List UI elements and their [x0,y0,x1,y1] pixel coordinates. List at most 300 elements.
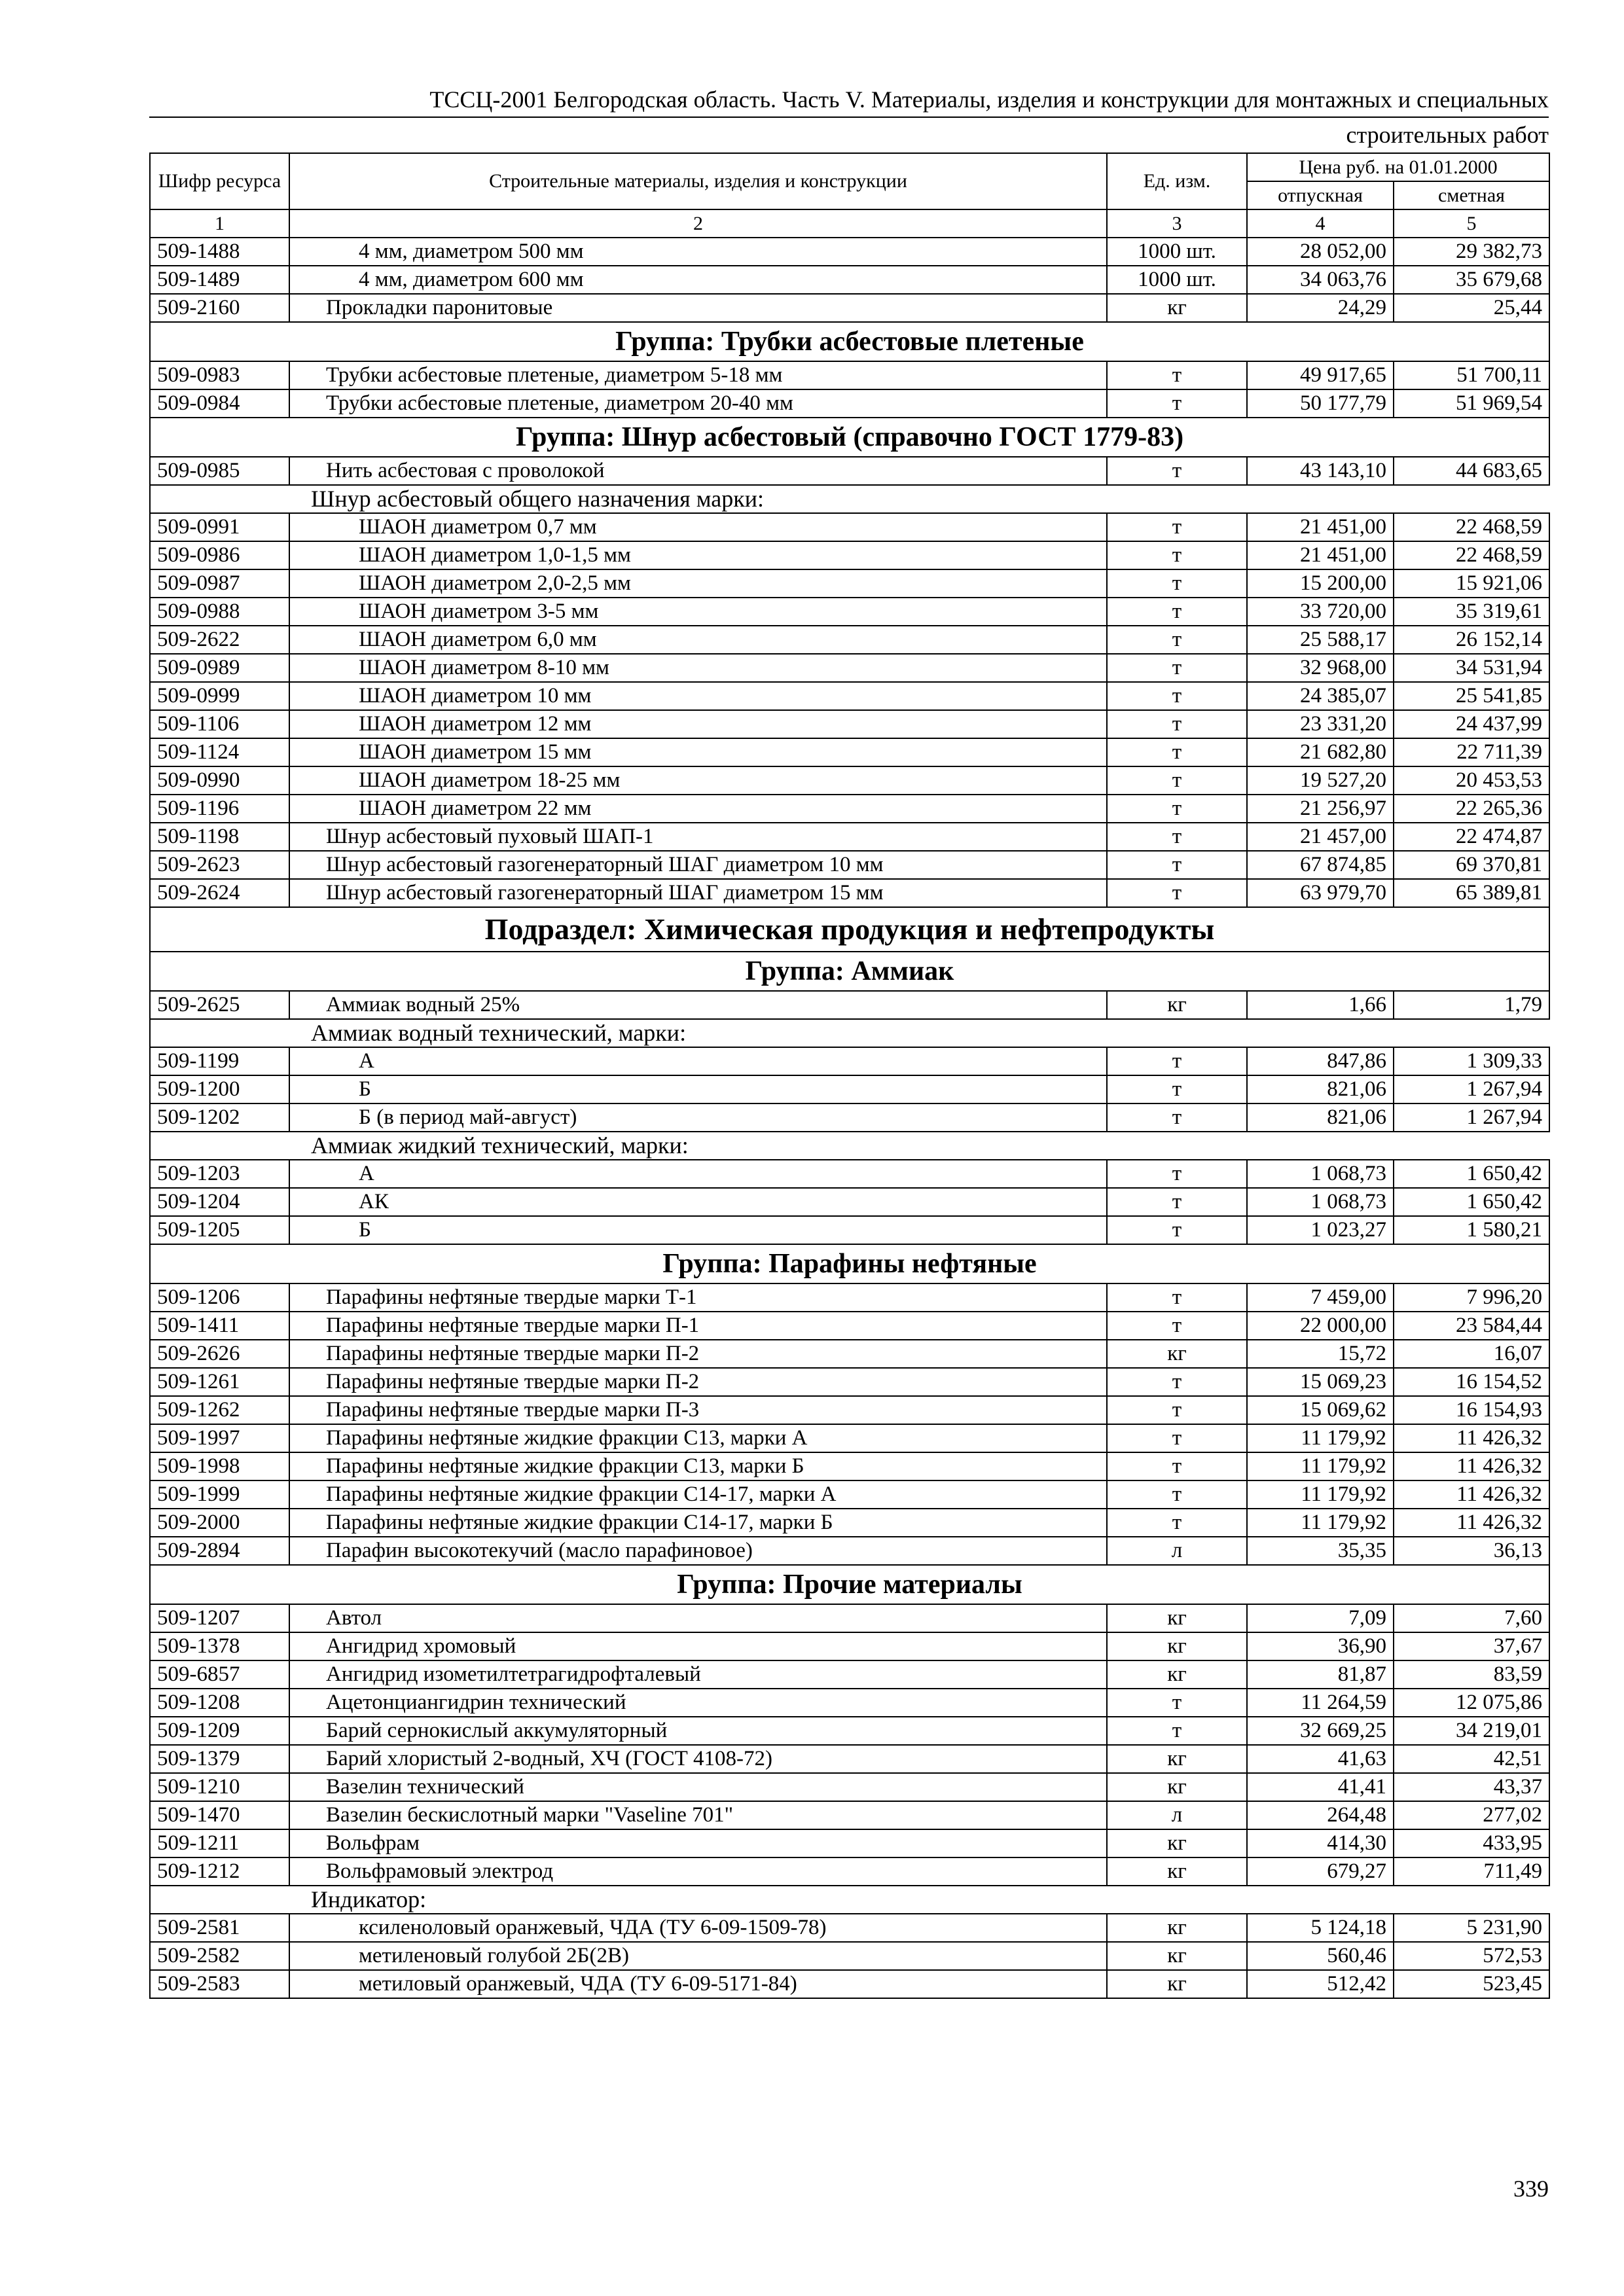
table-row [150,1857,1549,1886]
estimate-price: 25 541,85 [1394,682,1549,710]
category-heading-row [150,1019,1549,1047]
release-price: 43 143,10 [1247,457,1394,485]
material-name: ШАОН диаметром 1,0-1,5 мм [289,541,1107,569]
unit-of-measure: т [1107,457,1247,485]
table-row [150,361,1549,389]
release-price: 21 451,00 [1247,513,1394,541]
material-name: ШАОН диаметром 15 мм [289,738,1107,766]
estimate-price: 51 700,11 [1394,361,1549,389]
unit-of-measure: кг [1107,1857,1247,1886]
release-price: 11 179,92 [1247,1480,1394,1509]
estimate-price: 5 231,90 [1394,1914,1549,1942]
category-heading: Аммиак жидкий технический, марки: [289,1132,1549,1160]
table-row [150,457,1549,485]
category-heading-row [150,1132,1549,1160]
table-row [150,1914,1549,1942]
column-number: 2 [289,209,1107,238]
material-name: Барий хлористый 2-водный, ХЧ (ГОСТ 4108-72) [289,1745,1107,1773]
release-price: 23 331,20 [1247,710,1394,738]
material-name: метиловый оранжевый, ЧДА (ТУ 6-09-5171-84) [289,1970,1107,1998]
table-row [150,266,1549,294]
material-name: Парафины нефтяные твердые марки П-2 [289,1340,1107,1368]
release-price: 11 264,59 [1247,1689,1394,1717]
resource-code: 509-0983 [150,361,289,389]
unit-of-measure: т [1107,569,1247,598]
estimate-price: 24 437,99 [1394,710,1549,738]
estimate-price: 35 679,68 [1394,266,1549,294]
table-row [150,1660,1549,1689]
column-number: 3 [1107,209,1247,238]
estimate-price: 42,51 [1394,1745,1549,1773]
material-name: Парафины нефтяные жидкие фракции С14-17, марки Б [289,1509,1107,1537]
column-header-price: Цена руб. на 01.01.2000 [1247,153,1549,181]
resource-code: 509-2623 [150,851,289,879]
estimate-price: 51 969,54 [1394,389,1549,418]
table-row [150,710,1549,738]
resource-code: 509-1203 [150,1160,289,1188]
material-name: Парафины нефтяные твердые марки Т-1 [289,1283,1107,1312]
unit-of-measure: т [1107,1368,1247,1396]
material-name: ШАОН диаметром 2,0-2,5 мм [289,569,1107,598]
group-title: Группа: Прочие материалы [150,1565,1549,1604]
group-heading-row [150,1244,1549,1283]
resource-code: 509-1211 [150,1829,289,1857]
material-name: Парафины нефтяные твердые марки П-2 [289,1368,1107,1396]
estimate-price: 11 426,32 [1394,1452,1549,1480]
material-name: ШАОН диаметром 6,0 мм [289,626,1107,654]
resource-code: 509-1262 [150,1396,289,1424]
resource-code: 509-2626 [150,1340,289,1368]
table-row [150,1216,1549,1244]
release-price: 19 527,20 [1247,766,1394,795]
table-body [150,238,1549,1998]
unit-of-measure: кг [1107,1340,1247,1368]
release-price: 1 023,27 [1247,1216,1394,1244]
table-row [150,1188,1549,1216]
material-name: Вольфрамовый электрод [289,1857,1107,1886]
estimate-price: 1 650,42 [1394,1188,1549,1216]
release-price: 1 068,73 [1247,1160,1394,1188]
estimate-price: 7 996,20 [1394,1283,1549,1312]
subsection-heading-row [150,907,1549,952]
unit-of-measure: кг [1107,1660,1247,1689]
estimate-price: 34 219,01 [1394,1717,1549,1745]
material-name: А [289,1160,1107,1188]
release-price: 679,27 [1247,1857,1394,1886]
unit-of-measure: т [1107,1216,1247,1244]
unit-of-measure: т [1107,626,1247,654]
material-name: Парафины нефтяные жидкие фракции С14-17, марки А [289,1480,1107,1509]
material-name: ШАОН диаметром 10 мм [289,682,1107,710]
table-row [150,738,1549,766]
material-name: ШАОН диаметром 18-25 мм [289,766,1107,795]
table-row [150,1689,1549,1717]
unit-of-measure: кг [1107,1632,1247,1660]
group-heading-row [150,1565,1549,1604]
resource-code: 509-2582 [150,1942,289,1970]
table-row [150,1509,1549,1537]
estimate-price: 22 265,36 [1394,795,1549,823]
estimate-price: 29 382,73 [1394,238,1549,266]
release-price: 81,87 [1247,1660,1394,1689]
table-row [150,823,1549,851]
resource-code: 509-0999 [150,682,289,710]
release-price: 35,35 [1247,1537,1394,1565]
material-name: АК [289,1188,1107,1216]
unit-of-measure: т [1107,1188,1247,1216]
resource-code: 509-0984 [150,389,289,418]
material-name: ксиленоловый оранжевый, ЧДА (ТУ 6-09-1509-78) [289,1914,1107,1942]
release-price: 7,09 [1247,1604,1394,1632]
table-row [150,1942,1549,1970]
unit-of-measure: т [1107,1075,1247,1103]
unit-of-measure: кг [1107,1942,1247,1970]
unit-of-measure: т [1107,710,1247,738]
release-price: 24 385,07 [1247,682,1394,710]
unit-of-measure: кг [1107,1773,1247,1801]
table-row [150,1452,1549,1480]
release-price: 11 179,92 [1247,1424,1394,1452]
table-row [150,389,1549,418]
unit-of-measure: т [1107,823,1247,851]
unit-of-measure: 1000 шт. [1107,266,1247,294]
resource-code: 509-0991 [150,513,289,541]
release-price: 32 968,00 [1247,654,1394,682]
resource-code: 509-1411 [150,1312,289,1340]
release-price: 49 917,65 [1247,361,1394,389]
unit-of-measure: т [1107,795,1247,823]
table-row [150,1632,1549,1660]
table-row [150,1480,1549,1509]
release-price: 21 682,80 [1247,738,1394,766]
resource-code: 509-1488 [150,238,289,266]
resource-code: 509-1207 [150,1604,289,1632]
release-price: 847,86 [1247,1047,1394,1075]
release-price: 36,90 [1247,1632,1394,1660]
resource-code: 509-1470 [150,1801,289,1829]
unit-of-measure: т [1107,1047,1247,1075]
unit-of-measure: т [1107,361,1247,389]
table-row [150,1160,1549,1188]
table-row [150,1537,1549,1565]
unit-of-measure: т [1107,654,1247,682]
estimate-price: 1,79 [1394,991,1549,1019]
unit-of-measure: л [1107,1537,1247,1565]
table-row [150,1604,1549,1632]
material-name: Нить асбестовая с проволокой [289,457,1107,485]
table-row [150,1773,1549,1801]
table-row [150,879,1549,907]
estimate-price: 433,95 [1394,1829,1549,1857]
estimate-price: 11 426,32 [1394,1509,1549,1537]
release-price: 5 124,18 [1247,1914,1394,1942]
resource-code: 509-1206 [150,1283,289,1312]
page-header [149,84,1549,151]
table-row [150,851,1549,879]
estimate-price: 1 267,94 [1394,1075,1549,1103]
unit-of-measure: т [1107,766,1247,795]
resource-code: 509-2622 [150,626,289,654]
release-price: 15 069,62 [1247,1396,1394,1424]
release-price: 7 459,00 [1247,1283,1394,1312]
resource-code: 509-0987 [150,569,289,598]
resource-code: 509-2160 [150,294,289,322]
material-name: Трубки асбестовые плетеные, диаметром 5-18 мм [289,361,1107,389]
estimate-price: 44 683,65 [1394,457,1549,485]
resource-code: 509-1202 [150,1103,289,1132]
release-price: 15 200,00 [1247,569,1394,598]
table-row [150,1717,1549,1745]
material-name: Вольфрам [289,1829,1107,1857]
table-row [150,654,1549,682]
estimate-price: 36,13 [1394,1537,1549,1565]
material-name: Прокладки паронитовые [289,294,1107,322]
category-heading-row [150,485,1549,513]
release-price: 414,30 [1247,1829,1394,1857]
unit-of-measure: кг [1107,294,1247,322]
estimate-price: 1 309,33 [1394,1047,1549,1075]
unit-of-measure: кг [1107,1914,1247,1942]
unit-of-measure: т [1107,851,1247,879]
resource-code: 509-1209 [150,1717,289,1745]
release-price: 560,46 [1247,1942,1394,1970]
estimate-price: 22 711,39 [1394,738,1549,766]
material-name: 4 мм, диаметром 500 мм [289,238,1107,266]
table-row [150,1801,1549,1829]
material-name: Вазелин технический [289,1773,1107,1801]
resource-code: 509-1198 [150,823,289,851]
empty-cell [150,485,289,513]
resource-code: 509-1379 [150,1745,289,1773]
unit-of-measure: т [1107,1283,1247,1312]
unit-of-measure: т [1107,1689,1247,1717]
resource-code: 509-1489 [150,266,289,294]
estimate-price: 16,07 [1394,1340,1549,1368]
release-price: 34 063,76 [1247,266,1394,294]
material-name: Барий сернокислый аккумуляторный [289,1717,1107,1745]
unit-of-measure: кг [1107,1970,1247,1998]
resource-code: 509-0989 [150,654,289,682]
material-name: Парафины нефтяные жидкие фракции С13, марки Б [289,1452,1107,1480]
release-price: 512,42 [1247,1970,1394,1998]
material-name: Ангидрид изометилтетрагидрофталевый [289,1660,1107,1689]
material-name: Парафины нефтяные твердые марки П-1 [289,1312,1107,1340]
column-number: 4 [1247,209,1394,238]
material-name: Шнур асбестовый газогенераторный ШАГ диаметром 10 мм [289,851,1107,879]
group-heading-row [150,952,1549,991]
estimate-price: 35 319,61 [1394,598,1549,626]
estimate-price: 1 580,21 [1394,1216,1549,1244]
estimate-price: 15 921,06 [1394,569,1549,598]
empty-cell [150,1886,289,1914]
release-price: 21 451,00 [1247,541,1394,569]
subsection-title: Подраздел: Химическая продукция и нефтепродукты [150,907,1549,952]
estimate-price: 11 426,32 [1394,1480,1549,1509]
release-price: 24,29 [1247,294,1394,322]
table-row [150,1745,1549,1773]
material-name: Б [289,1216,1107,1244]
estimate-price: 25,44 [1394,294,1549,322]
estimate-price: 43,37 [1394,1773,1549,1801]
resource-code: 509-0985 [150,457,289,485]
resource-code: 509-0990 [150,766,289,795]
unit-of-measure: т [1107,1424,1247,1452]
group-title: Группа: Шнур асбестовый (справочно ГОСТ 1779-83) [150,418,1549,457]
release-price: 41,63 [1247,1745,1394,1773]
table-row [150,1047,1549,1075]
estimate-price: 23 584,44 [1394,1312,1549,1340]
unit-of-measure: кг [1107,991,1247,1019]
unit-of-measure: т [1107,513,1247,541]
unit-of-measure: 1000 шт. [1107,238,1247,266]
estimate-price: 1 267,94 [1394,1103,1549,1132]
release-price: 21 457,00 [1247,823,1394,851]
estimate-price: 572,53 [1394,1942,1549,1970]
unit-of-measure: т [1107,1160,1247,1188]
material-name: Аммиак водный 25% [289,991,1107,1019]
unit-of-measure: т [1107,598,1247,626]
estimate-price: 711,49 [1394,1857,1549,1886]
header-title-line2: строительных работ [1346,122,1549,148]
estimate-price: 34 531,94 [1394,654,1549,682]
table-row [150,1103,1549,1132]
table-row [150,626,1549,654]
release-price: 32 669,25 [1247,1717,1394,1745]
category-heading-row [150,1886,1549,1914]
release-price: 22 000,00 [1247,1312,1394,1340]
release-price: 33 720,00 [1247,598,1394,626]
release-price: 11 179,92 [1247,1509,1394,1537]
estimate-price: 20 453,53 [1394,766,1549,795]
group-title: Группа: Трубки асбестовые плетеные [150,322,1549,361]
estimate-price: 26 152,14 [1394,626,1549,654]
group-heading-row [150,322,1549,361]
resource-code: 509-2625 [150,991,289,1019]
material-name: Парафины нефтяные твердые марки П-3 [289,1396,1107,1424]
category-heading: Аммиак водный технический, марки: [289,1019,1549,1047]
page-number: 339 [1513,2176,1549,2202]
material-name: Парафины нефтяные жидкие фракции С13, марки А [289,1424,1107,1452]
estimate-price: 1 650,42 [1394,1160,1549,1188]
release-price: 1 068,73 [1247,1188,1394,1216]
table-row [150,238,1549,266]
resource-code: 509-1261 [150,1368,289,1396]
estimate-price: 16 154,93 [1394,1396,1549,1424]
price-table [149,152,1550,1999]
estimate-price: 12 075,86 [1394,1689,1549,1717]
empty-cell [150,1019,289,1047]
column-number: 1 [150,209,289,238]
table-row [150,294,1549,322]
table-row [150,1075,1549,1103]
release-price: 41,41 [1247,1773,1394,1801]
estimate-price: 83,59 [1394,1660,1549,1689]
resource-code: 509-2894 [150,1537,289,1565]
material-name: Шнур асбестовый газогенераторный ШАГ диаметром 15 мм [289,879,1107,907]
release-price: 264,48 [1247,1801,1394,1829]
resource-code: 509-1205 [150,1216,289,1244]
unit-of-measure: кг [1107,1745,1247,1773]
resource-code: 509-1212 [150,1857,289,1886]
material-name: Трубки асбестовые плетеные, диаметром 20-40 мм [289,389,1107,418]
release-price: 1,66 [1247,991,1394,1019]
resource-code: 509-0986 [150,541,289,569]
material-name: ШАОН диаметром 0,7 мм [289,513,1107,541]
material-name: ШАОН диаметром 12 мм [289,710,1107,738]
release-price: 821,06 [1247,1103,1394,1132]
material-name: ШАОН диаметром 8-10 мм [289,654,1107,682]
column-header-release-price: отпускная [1247,181,1394,209]
unit-of-measure: т [1107,879,1247,907]
group-heading-row [150,418,1549,457]
table-row [150,1340,1549,1368]
unit-of-measure: т [1107,1312,1247,1340]
material-name: Ацетонциангидрин технический [289,1689,1107,1717]
table-row [150,991,1549,1019]
unit-of-measure: т [1107,1717,1247,1745]
estimate-price: 523,45 [1394,1970,1549,1998]
release-price: 821,06 [1247,1075,1394,1103]
material-name: Автол [289,1604,1107,1632]
resource-code: 509-1378 [150,1632,289,1660]
resource-code: 509-0988 [150,598,289,626]
unit-of-measure: л [1107,1801,1247,1829]
estimate-price: 11 426,32 [1394,1424,1549,1452]
table-row [150,1283,1549,1312]
material-name: Б (в период май-август) [289,1103,1107,1132]
resource-code: 509-2624 [150,879,289,907]
release-price: 50 177,79 [1247,389,1394,418]
estimate-price: 7,60 [1394,1604,1549,1632]
unit-of-measure: т [1107,1509,1247,1537]
estimate-price: 277,02 [1394,1801,1549,1829]
material-name: Парафин высокотекучий (масло парафиновое) [289,1537,1107,1565]
unit-of-measure: т [1107,389,1247,418]
category-heading: Шнур асбестовый общего назначения марки: [289,485,1549,513]
release-price: 67 874,85 [1247,851,1394,879]
column-header-name: Строительные материалы, изделия и конструкции [289,153,1107,209]
unit-of-measure: кг [1107,1604,1247,1632]
table-row [150,682,1549,710]
material-name: Ангидрид хромовый [289,1632,1107,1660]
material-name: Б [289,1075,1107,1103]
material-name: метиленовый голубой 2Б(2В) [289,1942,1107,1970]
estimate-price: 22 468,59 [1394,513,1549,541]
unit-of-measure: т [1107,738,1247,766]
table-row [150,598,1549,626]
estimate-price: 16 154,52 [1394,1368,1549,1396]
estimate-price: 65 389,81 [1394,879,1549,907]
release-price: 28 052,00 [1247,238,1394,266]
resource-code: 509-1997 [150,1424,289,1452]
resource-code: 509-2583 [150,1970,289,1998]
resource-code: 509-1200 [150,1075,289,1103]
estimate-price: 22 468,59 [1394,541,1549,569]
estimate-price: 22 474,87 [1394,823,1549,851]
table-row [150,1829,1549,1857]
table-row [150,569,1549,598]
unit-of-measure: т [1107,1396,1247,1424]
release-price: 15 069,23 [1247,1368,1394,1396]
table-row [150,766,1549,795]
table-row [150,1424,1549,1452]
column-header-code: Шифр ресурса [150,153,289,209]
resource-code: 509-2581 [150,1914,289,1942]
release-price: 15,72 [1247,1340,1394,1368]
table-row [150,541,1549,569]
table-row [150,795,1549,823]
unit-of-measure: т [1107,1103,1247,1132]
